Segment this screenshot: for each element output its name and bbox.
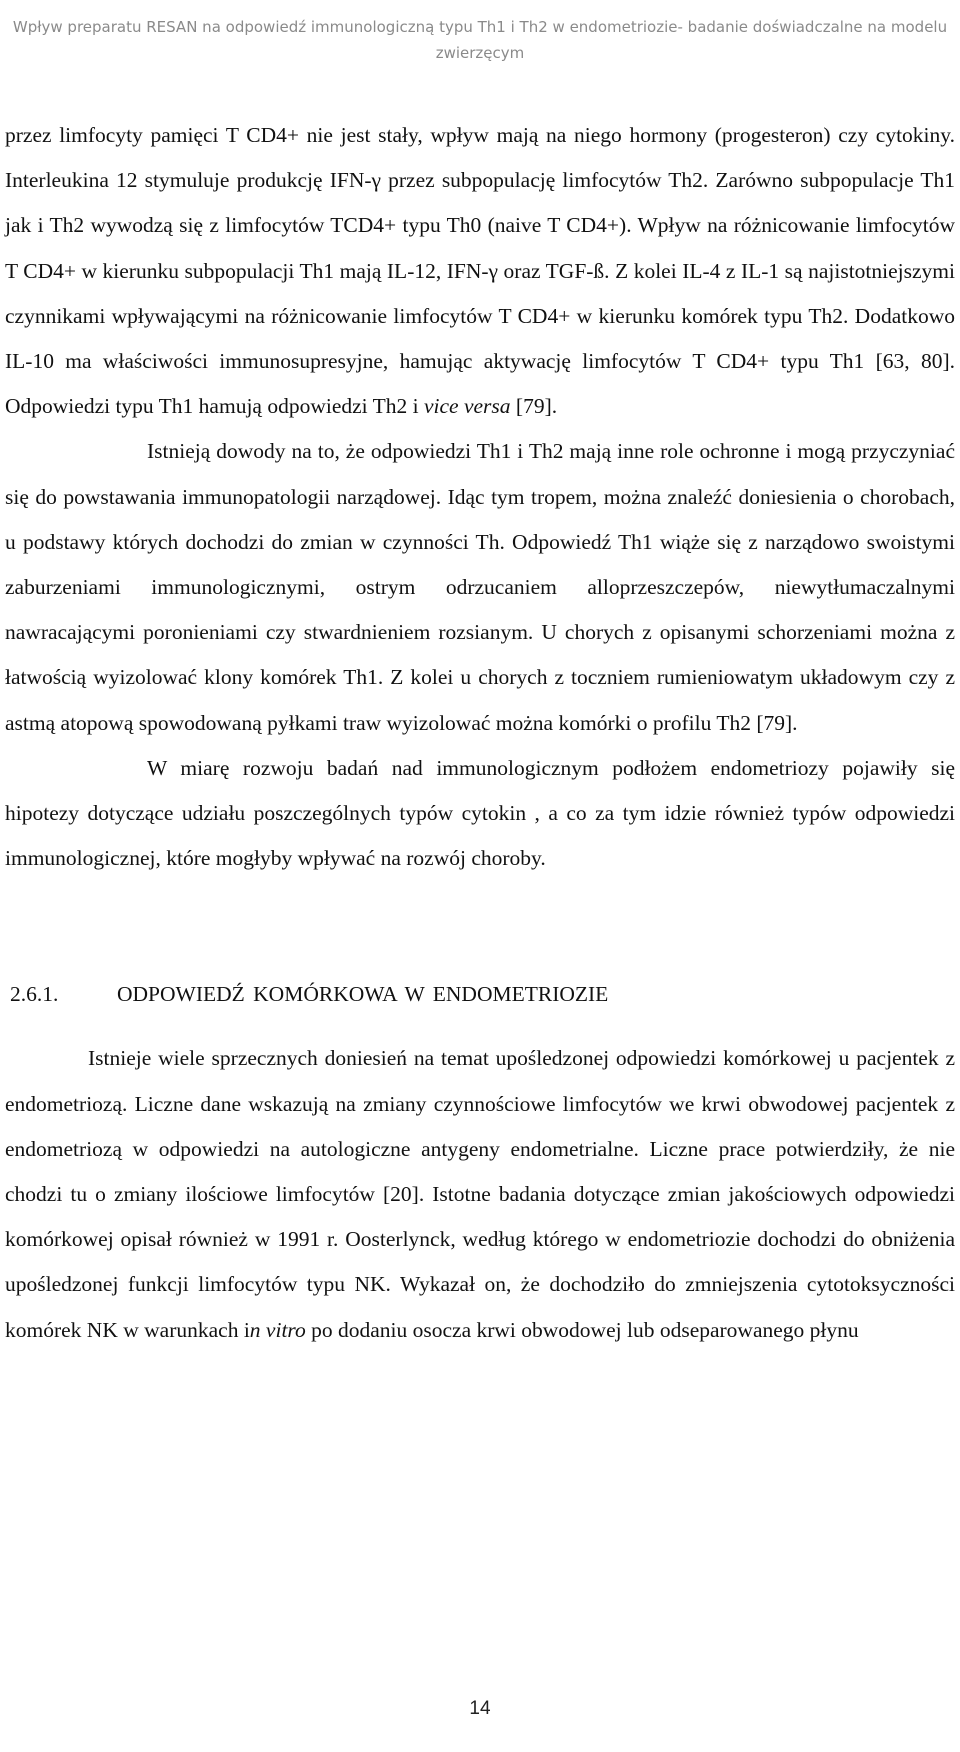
- text-run: po dodaniu osocza krwi obwodowej lub odseparowanego płynu: [305, 1317, 859, 1342]
- section-heading: [5, 974, 955, 1014]
- italic-text-run: n vitro: [249, 1317, 306, 1342]
- paragraph-cellular-response: [5, 1036, 955, 1352]
- running-header-line-2: zwierzęcym: [435, 44, 525, 62]
- section-title: ODPOWIEDŹ KOMÓRKOWA W ENDOMETRIOZIE: [117, 982, 609, 1007]
- text-run: przez limfocyty pamięci T CD4+ nie jest stały, wpływ mają na niego hormony (progesteron) czy cytokiny. Interleukina 12 stymuluje produkcję IFN-γ przez subpopulację limfocytów Th2. Zarówno subpopulacje Th1 jak i Th2 wywodzą się z limfocytów TCD4+ typu Th0 (naive T CD4+). Wpływ na różnicowanie limfocytów T CD4+ w kierunku subpopulacji Th1 mają IL-12, IFN-γ oraz TGF-ß. Z kolei IL-4 z IL-1 są najistotniejszymi czynnikami wpływającymi na różnicowanie limfocytów T CD4+ w kierunku komórek typu Th2. Dodatkowo IL-10 ma właściwości immunosupresyjne, hamując aktywację limfocytów T CD4+ typu Th1 [63, 80]. Odpowiedzi typu Th1 hamują odpowiedzi Th2 i: [5, 123, 955, 419]
- text-run: Istnieje wiele sprzecznych doniesień na temat upośledzonej odpowiedzi komórkowej u pacjentek z endometriozą. Liczne dane wskazują na zmiany czynnościowe limfocytów we krwi obwodowej pacjentek z endometriozą w odpowiedzi na autologiczne antygeny endometrialne. Liczne prace potwierdziły, że nie chodzi tu o zmiany ilościowe limfocytów [20]. Istotne badania dotyczące zmian jakościowych odpowiedzi komórkowej opisał również w 1991 r. Oosterlynck, według którego w endometriozie dochodzi do obniżenia upośledzonej funkcji limfocytów typu NK. Wykazał on, że dochodziło do zmniejszenia cytotoksyczności komórek NK w warunkach i: [5, 1046, 955, 1342]
- text-run: [79].: [510, 394, 558, 419]
- body-text: [5, 113, 955, 1353]
- paragraph-endometriosis-hypotheses: W miarę rozwoju badań nad immunologicznym podłożem endometriozy pojawiły się hipotezy dotyczące udziału poszczególnych typów cytokin , a co za tym idzie również typów odpowiedzi immunologicznej, które mogłyby wpływać na rozwój choroby.: [5, 755, 955, 871]
- paragraph-th-subpopulations: [5, 113, 955, 429]
- italic-text-run: vice versa: [424, 394, 511, 419]
- running-header-line-1: Wpływ preparatu RESAN na odpowiedź immunologiczną typu Th1 i Th2 w endometriozie- badanie doświadczalne na modelu: [12, 18, 948, 36]
- running-header: [0, 14, 960, 66]
- section-number: 2.6.1.: [10, 982, 59, 1007]
- page-number: 14: [469, 1698, 491, 1719]
- paragraph-th-immunopathology: Istnieją dowody na to, że odpowiedzi Th1 i Th2 mają inne role ochronne i mogą przyczyniać się do powstawania immunopatologii narządowej. Idąc tym tropem, można znaleźć doniesienia o chorobach, u podstawy których dochodzi do zmian w czynności Th. Odpowiedź Th1 wiąże się z narządowo swoistymi zaburzeniami immunologicznymi, ostrym odrzucaniem alloprzeszczepów, niewytłumaczalnymi nawracającymi poronieniami czy stwardnieniem rozsianym. U chorych z opisanymi schorzeniami można z łatwością wyizolować klony komórek Th1. Z kolei u chorych z toczniem rumieniowatym układowym czy z astmą atopową spowodowaną pyłkami traw wyizolować można komórki o profilu Th2 [79].: [5, 439, 955, 735]
